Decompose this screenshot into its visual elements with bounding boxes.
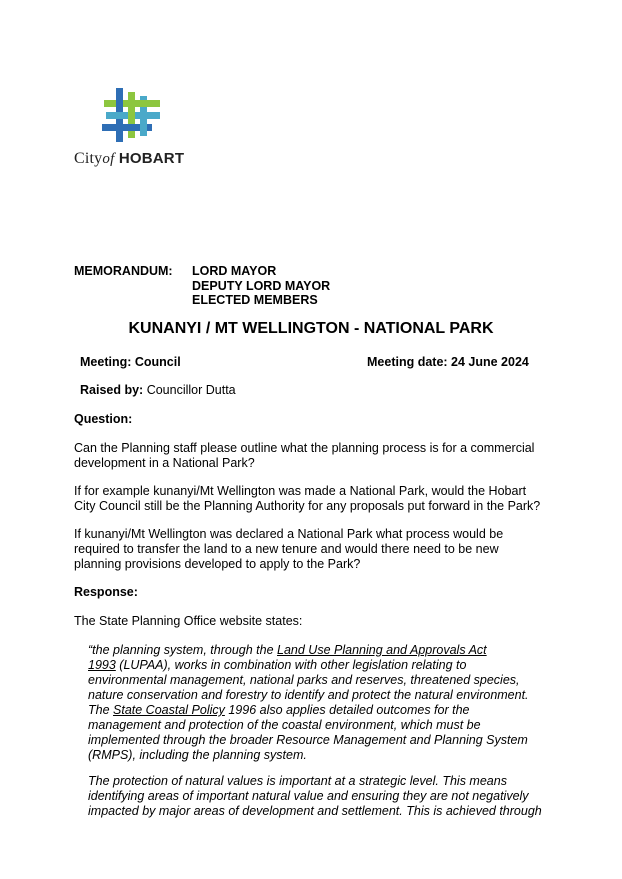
- text-line: planning provisions developed to apply to the Park?: [74, 557, 361, 571]
- text-line: impacted by major areas of development and settlement. This is achieved through: [88, 804, 542, 818]
- text-line: If kunanyi/Mt Wellington was declared a National Park what process would be: [74, 527, 504, 541]
- recipient: LORD MAYOR: [192, 264, 277, 278]
- logo-city: City: [74, 150, 103, 167]
- text-line: [88, 643, 558, 658]
- recipient: DEPUTY LORD MAYOR: [192, 278, 331, 293]
- question-paragraph: [74, 484, 552, 514]
- state-coastal-policy-link[interactable]: State Coastal Policy: [113, 703, 225, 717]
- text-line: management and protection of the coastal environment, which must be: [88, 718, 481, 732]
- text-line: (RMPS), including the planning system.: [88, 748, 307, 762]
- text-line: required to transfer the land to a new tenure and would there need to be new: [74, 542, 499, 556]
- raised-by-label: Raised by:: [80, 383, 144, 397]
- text-span: “the planning system, through the: [88, 643, 278, 657]
- text-line: The protection of natural values is important at a strategic level. This means: [88, 774, 507, 788]
- logo-hobart: HOBART: [118, 150, 185, 167]
- text-line: development in a National Park?: [74, 456, 255, 470]
- text-line: nature conservation and forestry to identify and protect the natural environment.: [88, 688, 529, 702]
- city-of-hobart-logo: [100, 86, 166, 146]
- meeting-date: Meeting date: 24 June 2024: [367, 355, 529, 369]
- memo-label: MEMORANDUM:: [74, 264, 173, 278]
- document-title: KUNANYI / MT WELLINGTON - NATIONAL PARK: [128, 320, 494, 337]
- text-span: (LUPAA), works in combination with other legislation relating to: [115, 658, 467, 672]
- text-line: Can the Planning staff please outline what the planning process is for a commercial: [74, 441, 535, 455]
- text-line: If for example kunanyi/Mt Wellington was made a National Park, would the Hobart: [74, 484, 527, 498]
- memo-recipients: [192, 264, 330, 308]
- logo-of: of: [102, 151, 115, 167]
- question-paragraph: [74, 441, 552, 471]
- text-line: implemented through the broader Resource Management and Planning System: [88, 733, 528, 747]
- response-intro: The State Planning Office website states:: [74, 614, 303, 628]
- text-line: environmental management, national parks and reserves, threatened species,: [88, 673, 520, 687]
- raised-by: [80, 383, 236, 398]
- lupaa-link[interactable]: Land Use Planning and Approvals Act: [277, 643, 487, 657]
- city-of-hobart-cross-icon: [100, 86, 166, 146]
- text-span: 1996 also applies detailed outcomes for the: [224, 703, 470, 717]
- question-heading: Question:: [74, 412, 133, 426]
- lupaa-year-link[interactable]: 1993: [88, 658, 116, 672]
- text-line: [88, 703, 558, 718]
- question-paragraph: [74, 527, 552, 572]
- raised-by-value: Councillor Dutta: [143, 383, 236, 397]
- text-span: The: [88, 703, 114, 717]
- quote-block: [88, 643, 558, 763]
- quote-block: [88, 774, 558, 819]
- meeting-label: Meeting: Council: [80, 355, 181, 369]
- text-line: identifying areas of important natural value and ensuring they are not negatively: [88, 789, 529, 803]
- text-line: City Council still be the Planning Authority for any proposals put forward in the Park?: [74, 499, 541, 513]
- logo-wordmark: [74, 150, 184, 168]
- response-heading: Response:: [74, 585, 138, 599]
- text-line: [88, 658, 558, 673]
- recipient: ELECTED MEMBERS: [192, 293, 318, 307]
